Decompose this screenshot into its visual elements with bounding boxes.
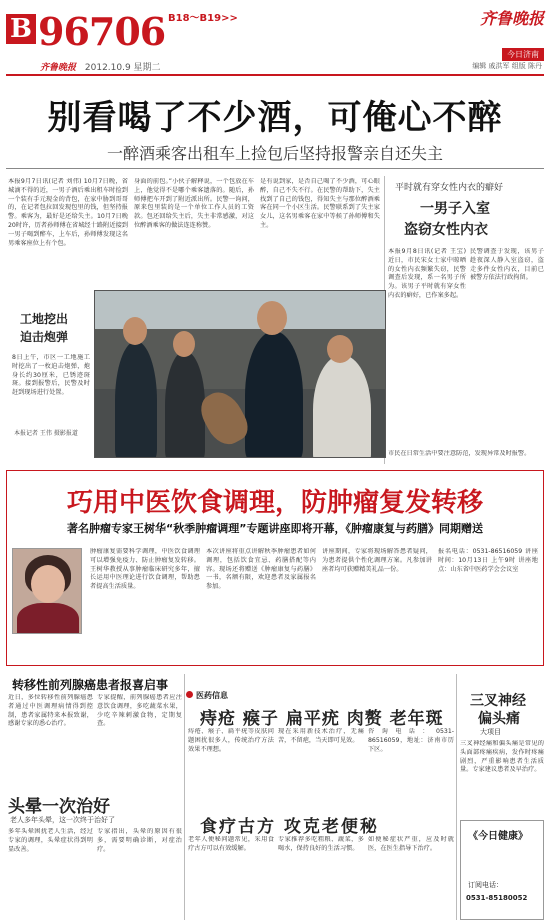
- lead-body-col1: 本报9月7日讯(记者 刘伟) 10月7日晚，省城滴不得的近，一男子酒后乘出租车时捡到一个装有手元现金的背包，在家中胁到哥哥的，在记者包拉回发现包里的钱，但坚持报警。乘客为，最好是还给失主。10月7日晚20时许，历者孙师傅在省城经十路附近接到一男子喝到醉车，上车后，孙师傅发现这名男乘客座位上有个包。: [8, 178, 128, 247]
- lower-left-body-col3: 多年头晕困扰老人生活，经过专家的调理，头晕症状得到明显改善。: [8, 828, 93, 853]
- side-body-col1: 本报9月8日讯(记者 王宝) 近日，市民宋女士家中晾晒的女性内衣频繁失窃，民警调查后发现，系一名男子所为。该男子平时就有穿女性内衣的癖好，已作案多起。: [388, 248, 466, 299]
- divider: [6, 168, 544, 169]
- dateline: [40, 60, 161, 73]
- right-body: 三叉神经痛和偏头痛是常见的头面部疼痛疾病，发作时疼痛剧烈，严重影响患者生活质量。专家建议患者及早治疗。: [460, 740, 544, 774]
- photo-headline-2: 迫击炮弹: [20, 330, 69, 344]
- person-figure: [313, 355, 371, 458]
- news-photo: [94, 290, 386, 458]
- middle-body-col6: 如便秘症状严重，应及时就医，在医生指导下治疗。: [368, 836, 454, 852]
- page-range: B18～B19>>: [168, 13, 238, 24]
- subscription-phone: 0531-85180052: [466, 894, 528, 902]
- lower-left-body-col1: 近日，多位转移性前列腺癌患者通过中医调理病情得到控制，患者家属特来本报致谢，感谢专家的悉心治疗。: [8, 694, 93, 728]
- ad-body-col1: 肿瘤康复需要科学调理，中医饮食调理可以增强免疫力、防止肿瘤复发转移。王树华教授从事肿瘤临床研究多年，擅长运用中医理论进行饮食调理，帮助患者提高生活质量。: [90, 548, 200, 591]
- right-headline-1: 三叉神经: [470, 693, 526, 709]
- middle-headline-2: 食疗古方 攻克老便秘: [200, 817, 379, 837]
- photo-headline-1: 工地挖出: [20, 312, 69, 326]
- lower-left-subhead-2: 老人多年头晕，这一次终于治好了: [10, 816, 115, 824]
- subscription-title: 《今日健康》: [468, 831, 528, 842]
- person-head: [123, 317, 147, 345]
- photo-credit: 本报记者 王伟 摄影报道: [14, 430, 78, 437]
- side-kicker: 平时就有穿女性内衣的癖好: [395, 183, 504, 193]
- brand-logo: 齐鲁晚报: [479, 9, 544, 28]
- side-headline-1: 一男子入室: [420, 201, 490, 217]
- middle-body-col3: 咨询电话：0531-86516059，地址：济南市历下区。: [368, 728, 454, 753]
- lower-left-headline-2: 头晕一次治好: [8, 797, 110, 817]
- middle-kicker: 医药信息: [196, 691, 228, 700]
- right-headline-2: 偏头痛: [478, 711, 520, 727]
- section-tag: 今日济南: [502, 48, 544, 61]
- header-divider: [6, 74, 544, 76]
- person-figure: [115, 341, 157, 458]
- middle-body-col4: 老年人便秘问题常见，采用食疗古方可以有效缓解。: [188, 836, 274, 852]
- middle-body-col1: 痔疮、瘊子、扁平疣等皮肤问题困扰很多人，传统治疗方法效果不理想。: [188, 728, 274, 753]
- person-head: [257, 301, 287, 335]
- edition-number: 96706: [38, 9, 166, 54]
- lead-headline: 别看喝了不少酒，可俺心不醉: [47, 98, 503, 138]
- expert-portrait: [12, 548, 82, 634]
- person-figure: [165, 351, 205, 458]
- lower-left-body-col2: 专家提醒，前列腺癌患者应注意饮食调理，多吃蔬菜水果，少吃辛辣刺激食物，定期复查。: [97, 694, 182, 728]
- masthead: [0, 0, 550, 60]
- side-body-col3: 市民在日常生活中要注意防范，发现异常及时报警。: [388, 450, 531, 457]
- lead-subhead: 一醉酒乘客出租车上捡包后坚持报警亲自还失主: [106, 144, 443, 163]
- ad-subheadline: 著名肿瘤专家王树华“秋季肿瘤调理”专题讲座即将开幕，《肿瘤康复与药膳》同期赠送: [67, 522, 483, 535]
- issue-date: 2012.10.9 星期二: [84, 63, 161, 73]
- ad-body-col3: 讲座期间，专家将现场解答患者疑问，为患者提供个性化调理方案。凡参加讲座者均可获赠精美礼品一份。: [322, 548, 432, 573]
- column-divider: [184, 674, 185, 920]
- lead-body-col2: 身面的前包。”小伙子解释说，一个包放在车上，他觉得不是哪个乘客遗落的。随后，孙师傅把车开到了附近派出所。民警一询问，原来包里装的是一个单位工作人员的工资款。包还回给失主后，失主非常感激，对这位醉酒乘客的做法连连称赞。: [134, 178, 254, 229]
- ad-headline: 巧用中医饮食调理，防肿瘤复发转移: [66, 488, 483, 518]
- ad-body-col2: 本次讲座将重点讲解秋季肿瘤患者如何调理，包括饮食宜忌、药膳搭配等内容。现场还将赠送《肿瘤康复与药膳》一书，名额有限，欢迎患者及家属报名参加。: [206, 548, 316, 591]
- ad-body-col4: 报名电话：0531-86516059 讲座时间：10月13日 上午9时 讲座地点：山东省中医药学会会议室: [438, 548, 538, 573]
- subscription-label: 订阅电话：: [468, 881, 503, 889]
- lower-left-body-col4: 专家指出，头晕的原因有很多，需要明确诊断，对症治疗。: [97, 828, 182, 853]
- portrait-face: [31, 565, 65, 603]
- person-head: [173, 331, 195, 357]
- brand-small: 齐鲁晚报: [40, 63, 77, 73]
- column-divider: [456, 674, 457, 920]
- police-officer-figure: [245, 331, 303, 458]
- side-body-col2: 民警调查于发现，该男子趁夜深人静入室盗窃，盗走多件女性内衣，目前已被警方依法行政拘留。: [470, 248, 544, 282]
- person-head: [327, 335, 353, 363]
- lead-body-col3: 是有说到家，是否自己喝了不少酒，可心眼醉，自己不失不行。在民警的帮助下，失主找到了自己的钱包，得知失主与那位醉酒乘客在同一个小区生活。民警联系到了失主家女儿，这名男乘客在家中等候了孙师傅和失主。: [260, 178, 380, 229]
- section-badge: B: [6, 14, 36, 44]
- middle-body-col2: 现在采用新技术治疗，无痛苦，不留疤，当天即可见效。: [278, 728, 364, 744]
- portrait-coat: [17, 603, 79, 634]
- photo-caption: 8日上午，市区一工地施工时挖出了一枚迫击炮弹，炮身长约30厘米，已锈迹斑斑。接到报警后，民警及时赶到现场进行处置。: [12, 354, 90, 397]
- right-subhead: 大项目: [480, 728, 501, 736]
- editors-credit: 编辑 戚洪军 组版 陈丹: [472, 62, 542, 70]
- bullet-icon: [186, 691, 193, 698]
- middle-body-col5: 专家推荐多吃粗粮、蔬菜，多喝水，保持良好的生活习惯。: [278, 836, 364, 852]
- side-headline-2: 盗窃女性内衣: [404, 222, 488, 238]
- middle-headline-1: 痔疮 瘊子 扁平疣 肉赘 老年斑: [200, 709, 444, 729]
- lower-left-headline: 转移性前列腺癌患者报喜启事: [12, 678, 169, 692]
